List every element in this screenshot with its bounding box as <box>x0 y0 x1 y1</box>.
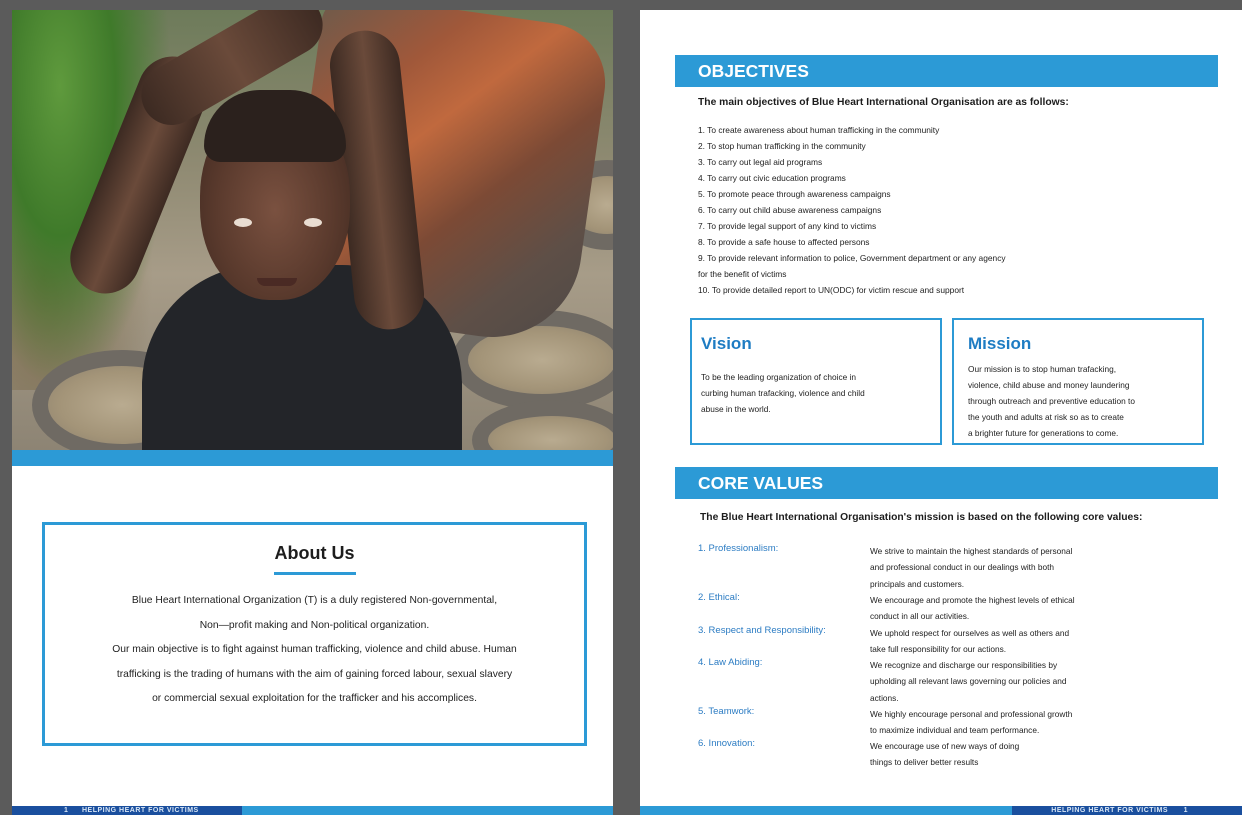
core-value-description <box>870 738 1019 771</box>
core-value-label: 2. Ethical: <box>698 592 740 603</box>
core-value-description <box>870 592 1075 625</box>
about-us-line: trafficking is the trading of humans with the aim of gaining forced labour, sexual slavery <box>116 668 513 680</box>
objective-item: 10. To provide detailed report to UN(ODC) for victim rescue and support <box>698 285 965 295</box>
objective-item: 6. To carry out child abuse awareness campaigns <box>698 205 882 215</box>
about-us-line: or commercial sexual exploitation for the trafficker and his accomplices. <box>152 693 477 704</box>
core-values-intro: The Blue Heart International Organisation's mission is based on the following core values: <box>700 512 1143 523</box>
core-value-line: We highly encourage personal and professional growth <box>870 709 1073 719</box>
core-value-line: We encourage and promote the highest levels of ethical <box>870 595 1075 605</box>
about-us-underline <box>274 572 356 575</box>
core-value-line: actions. <box>870 692 899 703</box>
objective-item: 5. To promote peace through awareness campaigns <box>698 189 891 199</box>
core-value-description <box>870 706 1072 739</box>
mission-box <box>952 318 1204 445</box>
photo-mouth <box>257 278 297 286</box>
objective-item: 9. To provide relevant information to police, Government department or any agency <box>698 253 1006 263</box>
left-footer-label: HELPING HEART FOR VICTIMS <box>82 807 199 814</box>
mission-line: the youth and adults at risk so as to create <box>968 412 1124 422</box>
right-footer-label: HELPING HEART FOR VICTIMS <box>1051 807 1168 814</box>
objective-item: 8. To provide a safe house to affected persons <box>698 237 870 247</box>
mission-line: violence, child abuse and money laundering <box>968 380 1130 390</box>
objective-item: 7. To provide legal support of any kind to victims <box>698 221 877 231</box>
objective-item: 4. To carry out civic education programs <box>698 173 846 183</box>
core-value-line: upholding all relevant laws governing our policies and <box>870 676 1067 687</box>
core-value-description <box>870 657 1066 706</box>
objective-item: 3. To carry out legal aid programs <box>698 157 823 167</box>
vision-line: abuse in the world. <box>701 404 771 414</box>
objectives-list <box>698 122 1006 298</box>
right-footer <box>640 806 1242 815</box>
core-value-line: to maximize individual and team performance. <box>870 725 1040 736</box>
core-value-line: We strive to maintain the highest standards of personal <box>870 546 1073 556</box>
core-value-line: take full responsibility for our actions. <box>870 644 1007 655</box>
photo-stripe <box>12 450 613 466</box>
core-value-line: things to deliver better results <box>870 757 979 768</box>
cover-photo <box>12 10 613 450</box>
mission-text <box>968 361 1135 441</box>
core-values-heading-bar <box>675 467 1218 499</box>
objectives-intro: The main objectives of Blue Heart International Organisation are as follows: <box>698 97 1069 108</box>
objective-item: 1. To create awareness about human trafficking in the community <box>698 125 940 135</box>
left-page-number: 1 <box>64 807 69 814</box>
mission-title: Mission <box>968 334 1032 353</box>
vision-text <box>701 369 865 417</box>
mission-line: through outreach and preventive education to <box>968 396 1135 406</box>
core-value-line: We recognize and discharge our responsibilities by <box>870 660 1058 670</box>
right-page-number: 1 <box>1183 807 1188 814</box>
about-us-line: Blue Heart International Organization (T) is a duly registered Non-governmental, <box>131 595 498 606</box>
objectives-heading: OBJECTIVES <box>698 61 809 81</box>
vision-line: To be the leading organization of choice in <box>701 372 856 382</box>
mission-line: Our mission is to stop human trafacking, <box>968 364 1117 374</box>
core-value-label: 5. Teamwork: <box>698 706 755 717</box>
about-us-line: Non—profit making and Non-political organization. <box>199 619 430 631</box>
core-value-line: We encourage use of new ways of doing <box>870 741 1020 751</box>
core-values-heading: CORE VALUES <box>698 473 824 493</box>
photo-eye <box>234 218 252 227</box>
core-value-description <box>870 543 1072 592</box>
about-us-text <box>45 589 584 712</box>
core-value-line: and professional conduct in our dealings with both <box>870 562 1055 573</box>
core-value-label: 6. Innovation: <box>698 738 756 749</box>
vision-box <box>690 318 942 445</box>
core-value-line: principals and customers. <box>870 578 965 589</box>
left-footer <box>12 806 613 815</box>
photo-eye <box>304 218 322 227</box>
core-value-line: We uphold respect for ourselves as well as others and <box>870 628 1070 638</box>
mission-line: a brighter future for generations to come. <box>968 428 1119 438</box>
core-value-label: 3. Respect and Responsibility: <box>698 625 826 636</box>
objective-item: for the benefit of victims <box>698 269 787 279</box>
vision-line: curbing human trafacking, violence and child <box>701 388 865 398</box>
left-page <box>12 10 613 815</box>
right-page <box>640 10 1242 815</box>
about-us-line: Our main objective is to fight against human trafficking, violence and child abuse. Human <box>112 644 517 655</box>
about-us-title: About Us <box>274 543 355 563</box>
core-value-description <box>870 625 1069 658</box>
core-value-line: conduct in all our activities. <box>870 611 970 622</box>
about-us-box <box>42 522 587 746</box>
vision-title: Vision <box>701 334 752 353</box>
core-value-label: 4. Law Abiding: <box>698 657 763 668</box>
photo-tire <box>472 400 613 450</box>
objective-item: 2. To stop human trafficking in the community <box>698 141 866 151</box>
objectives-heading-bar <box>675 55 1218 87</box>
core-value-label: 1. Professionalism: <box>698 543 779 554</box>
